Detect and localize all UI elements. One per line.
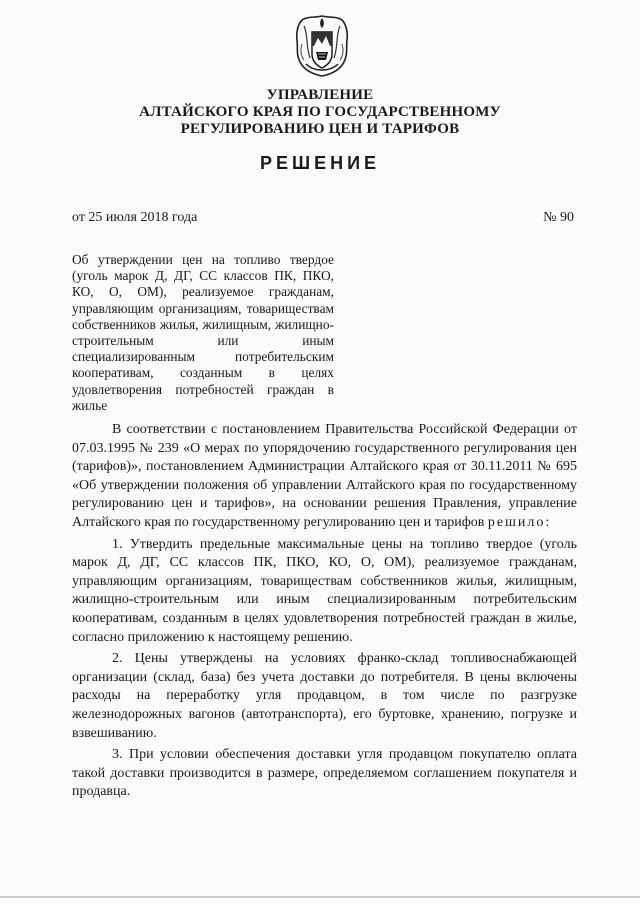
clause-1: 1. Утвердить предельные максимальные цены на топливо твердое (уголь марок Д, ДГ, СС классов ПК, ПКО, КО, О, ОМ), реализуемое гражданам, управляющим организациям, товариществам собственников жилья, жилищным, жилищно-строительным или иным специализированным потребительским кооперативам, созданным в целях удовлетворения потребностей граждан в жилье, согласно приложению к настоящему решению. [72, 536, 577, 645]
scan-edge-line [0, 896, 640, 898]
clause-2: 2. Цены утверждены на условиях франко-склад топливоснабжающей организации (склад, база) без учета доставки до потребителя. В цены включены расходы на переработку угля продавцом, в том числе по разгрузке железнодорожных вагонов (автотранспорта), его буртовке, хранению, погрузке и взвешиванию. [72, 651, 577, 741]
intro-text: В соответствии с постановлением Правительства Российской Федерации от 07.03.1995 № 239 «О мерах по упорядочению государственного регулирования цен (тарифов)», постановлением Администрации Алтайского края от 30.11.2011 № 695 «Об утверждении положения об управлении Алтайского края по государственному регулированию цен и тарифов», на основании решения Правления, управление Алтайского края по государственному регулированию цен и тарифов [72, 422, 577, 530]
decision-subject: Об утверждении цен на топливо твердое (уголь марок Д, ДГ, СС классов ПК, ПКО, КО, О, ОМ), реализуемое гражданам, управляющим организациям, товариществам собственников жилья, жилищным, жилищно-строительным или иным специализированным потребительским кооперативам, созданным в целях удовлетворения потребностей граждан в жилье [72, 252, 334, 413]
decision-date: от 25 июля 2018 года [72, 210, 198, 225]
decision-number: № 90 [543, 210, 574, 225]
decided-word: решило: [487, 514, 552, 530]
coat-of-arms-icon [292, 14, 352, 78]
agency-name-line-2: АЛТАЙСКОГО КРАЯ ПО ГОСУДАРСТВЕННОМУ [139, 104, 501, 120]
clause-3: 3. При условии обеспечения доставки угля продавцом покупателю оплата такой доставки производится в размере, определяемом соглашением покупателя и продавца. [72, 747, 577, 800]
decision-body [72, 421, 577, 805]
document-title: РЕШЕНИЕ [259, 153, 381, 173]
intro-paragraph [72, 421, 577, 533]
agency-name-line-3: РЕГУЛИРОВАНИЮ ЦЕН И ТАРИФОВ [180, 121, 460, 137]
agency-name-line-1: УПРАВЛЕНИЕ [266, 87, 374, 103]
